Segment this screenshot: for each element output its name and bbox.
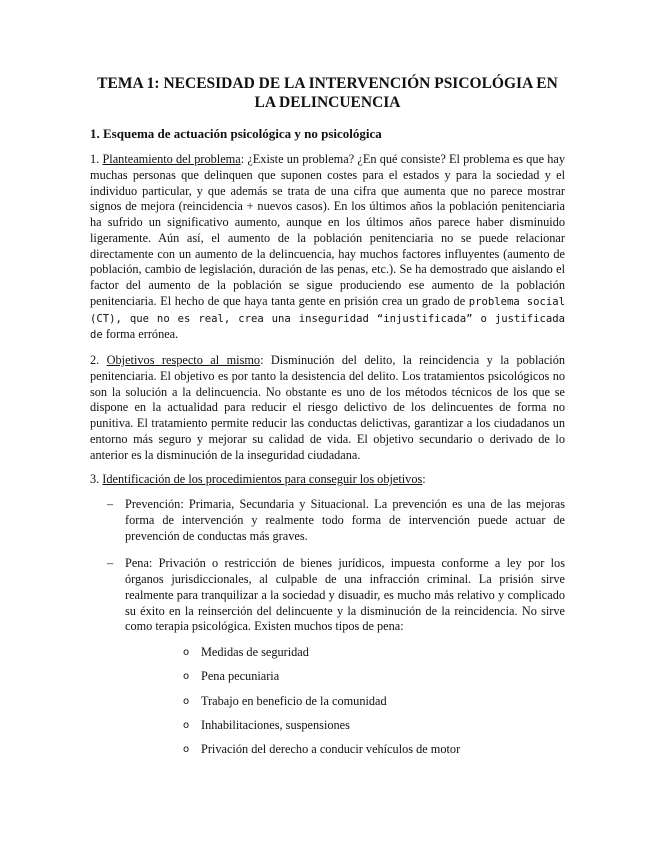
sub-list-item	[125, 694, 565, 710]
paragraph-text: : Disminución del delito, la reincidencia y la población penitenciaria. El objetivo es por tanto la desistencia del delito. Los tratamientos psicológicos no son la solución a la delincuencia. No obstante es uno de los métodos técnicos de los que se dispone en la actualidad para reducir el riesgo delictivo de los delincuentes de forma no punitiva. El tratamiento permite reducir las conductas delictivas, garantizar a los ciudadanos un entorno más seguro y mejorar su calidad de vida. El objetivo secundario o derivado de lo anterior es la disminución de la inseguridad ciudadana.	[90, 353, 565, 462]
paragraph-label: Planteamiento del problema	[102, 152, 241, 166]
dash-bullet-icon: –	[107, 497, 114, 511]
paragraph-text-mono: problema social (CT), que no es real, crea una inseguridad “injustificada” o justificada de	[90, 295, 565, 342]
paragraph-number: 1.	[90, 152, 103, 166]
paragraph-number: 3.	[90, 472, 103, 487]
list-item-text: Pena: Privación o restricción de bienes jurídicos, impuesta conforme a ley por los órganos jurisdiccionales, al culpable de una infracción criminal. La prisión sirve realmente para tranquilizar a la sociedad y disuadir, es mucho más relativo y complicado su éxito en la reinserción del delincuente y la disminución de la reincidencia. No sirve como terapia psicológica. Existen muchos tipos de pena:	[125, 556, 565, 634]
sub-list-item-text: Privación del derecho a conducir vehículos de motor	[201, 742, 461, 756]
sub-list-item-text: Pena pecuniaria	[201, 669, 280, 684]
sub-list-item	[125, 645, 565, 661]
sub-list-item-text: Inhabilitaciones, suspensiones	[201, 717, 350, 732]
paragraph-text: : ¿Existe un problema? ¿En qué consiste? El problema es que hay muchas personas que delinquen que suponen costes para el estados y para la sociedad y el individuo particular, y que además se trata de una cifra que aumenta que no parece mostrar signos de mejora (reincidencia + nuevos casos). En los últimos años la población penitenciaria ha sufrido un significativo aumento, aunque en los últimos años parece haber disminuido ligeramente. Aún así, el aumento de la población penitenciaria no se puede relacionar directamente con un aumento de la delincuencia, hay muchos factores influyentes (aumento de población, cambio de legislación, duración de las penas, etc.). Se ha demostrado que aislando el factor del aumento de la población se sigue produciendo ese aumento de la población penitenciaria. El hecho de que haya tanta gente en prisión crea un grado de	[90, 152, 565, 308]
document-page	[90, 74, 565, 770]
paragraph-procedures	[90, 472, 565, 488]
sub-list-item	[125, 742, 565, 758]
pena-types-list	[125, 645, 565, 758]
sub-list-item	[125, 669, 565, 685]
procedures-list	[90, 497, 565, 758]
circle-bullet-icon: o	[183, 647, 190, 658]
sub-list-item-text: Trabajo en beneficio de la comunidad	[201, 693, 387, 708]
sub-list-item	[125, 718, 565, 734]
document-title: TEMA 1: NECESIDAD DE LA INTERVENCIÓN PSICOLÓGIA EN LA DELINCUENCIA	[97, 75, 558, 111]
dash-bullet-icon: –	[107, 556, 114, 571]
circle-bullet-icon: o	[183, 671, 190, 683]
paragraph-text-end: forma errónea.	[102, 327, 179, 342]
circle-bullet-icon: o	[183, 744, 190, 755]
list-item-text: Prevención: Primaria, Secundaria y Situacional. La prevención es una de las mejoras forma de intervención y realmente todo forma de intervención puede actuar de prevención de conductas más graves.	[125, 497, 565, 543]
paragraph-label: Identificación de los procedimientos para conseguir los objetivos	[102, 472, 423, 487]
circle-bullet-icon: o	[183, 719, 190, 731]
paragraph-objectives	[90, 353, 565, 463]
list-item-pena	[90, 556, 565, 758]
paragraph-number: 2.	[90, 353, 107, 367]
paragraph-problem	[90, 152, 565, 344]
paragraph-suffix: :	[422, 472, 426, 487]
circle-bullet-icon: o	[183, 695, 190, 707]
list-item-prevention	[90, 497, 565, 544]
paragraph-label: Objetivos respecto al mismo	[106, 353, 261, 367]
section-heading: 1. Esquema de actuación psicológica y no psicológica	[90, 126, 382, 141]
sub-list-item-text: Medidas de seguridad	[201, 645, 309, 659]
